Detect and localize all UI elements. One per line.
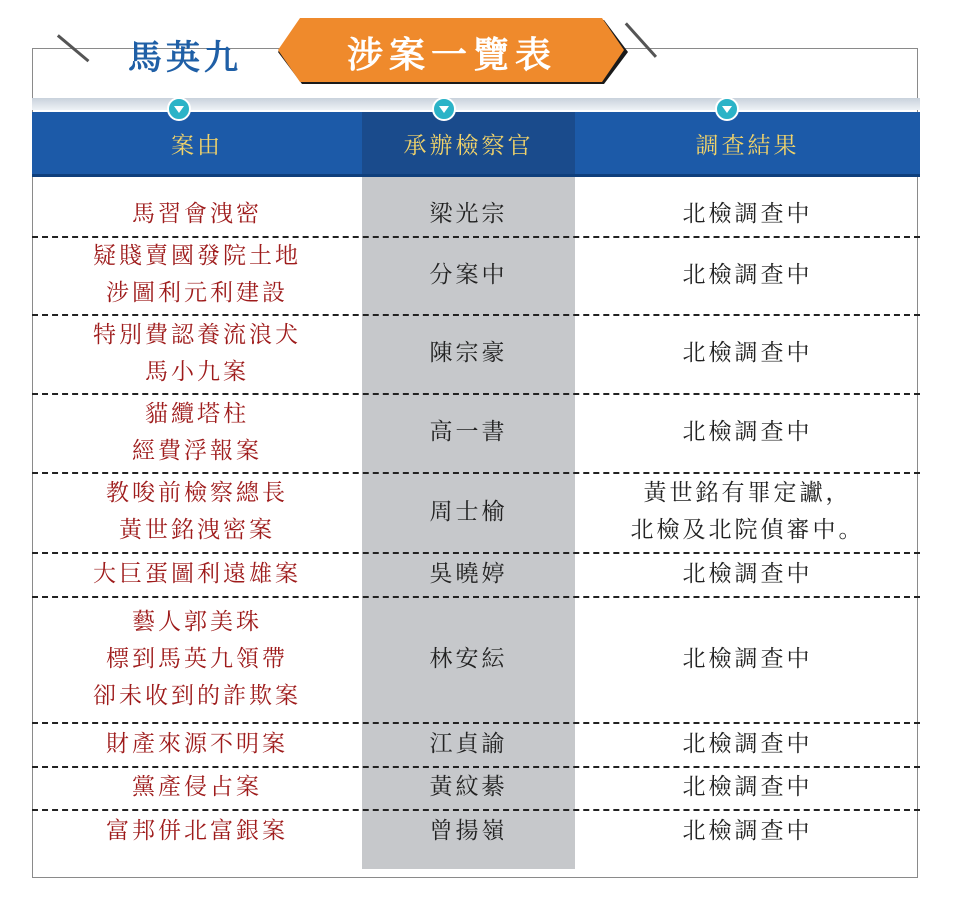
case-cell: 富邦併北富銀案: [106, 817, 288, 844]
header-result-marker-icon: [715, 97, 739, 121]
header-prosecutor: 承辦檢察官: [362, 112, 575, 174]
prosecutor-cell: 黃紋綦: [429, 774, 508, 800]
case-cell: 大巨蛋圖利遠雄案: [93, 560, 301, 587]
table-row: [32, 192, 920, 238]
header-top-bar: [32, 98, 920, 110]
prosecutor-cell: 曾揚嶺: [429, 817, 508, 844]
table-row: [32, 314, 920, 395]
prosecutor-cell: 梁光宗: [429, 200, 508, 227]
table-row: [32, 766, 920, 811]
prosecutor-cell: 高一書: [429, 419, 508, 445]
header-case-marker-icon: [167, 97, 191, 121]
title-banner-text: 涉案一覽表: [346, 33, 557, 76]
table-row: [32, 472, 920, 554]
result-cell: 北檢調查中: [682, 817, 813, 844]
table-row: [32, 722, 920, 768]
prosecutor-cell: 吳曉婷: [429, 560, 508, 587]
prosecutor-cell: 江貞諭: [429, 730, 508, 757]
table-header: [32, 112, 920, 177]
table-row: [32, 596, 920, 724]
table-row: [32, 552, 920, 598]
prosecutor-cell: 分案中: [429, 261, 508, 288]
result-cell: 北檢調查中: [682, 419, 813, 445]
prosecutor-cell: 陳宗豪: [429, 340, 508, 366]
case-cell: 藝人郭美珠 標到馬英九領帶 卻未收到的詐欺案: [93, 608, 301, 709]
title-person-name: 馬英九: [128, 38, 242, 78]
case-cell: 疑賤賣國發院土地 涉圖利元利建設: [93, 243, 301, 306]
result-cell: 北檢調查中: [682, 261, 813, 288]
case-cell: 貓纜塔柱 經費浮報案: [132, 400, 262, 464]
header-prosecutor-marker-icon: [432, 97, 456, 121]
result-cell: 黃世銘有罪定讞， 北檢及北院偵審中。: [630, 480, 865, 543]
header-result: 調查結果: [695, 132, 800, 159]
table-row: [32, 236, 920, 316]
result-cell: 北檢調查中: [682, 560, 813, 587]
table-row: [32, 393, 920, 474]
title-banner: [272, 14, 632, 90]
result-cell: 北檢調查中: [682, 340, 813, 366]
prosecutor-cell: 林安紜: [429, 645, 508, 672]
table-row: [32, 809, 920, 853]
header-case: 案由: [171, 132, 223, 159]
case-cell: 黨產侵占案: [132, 774, 262, 800]
result-cell: 北檢調查中: [682, 200, 813, 227]
result-cell: 北檢調查中: [682, 645, 813, 672]
result-cell: 北檢調查中: [682, 730, 813, 757]
result-cell: 北檢調查中: [682, 774, 813, 800]
case-cell: 特別費認養流浪犬 馬小九案: [93, 321, 301, 385]
case-cell: 財產來源不明案: [106, 730, 288, 757]
prosecutor-cell: 周士榆: [429, 498, 508, 525]
case-cell: 馬習會洩密: [132, 200, 262, 227]
case-cell: 教唆前檢察總長 黃世銘洩密案: [106, 480, 288, 543]
